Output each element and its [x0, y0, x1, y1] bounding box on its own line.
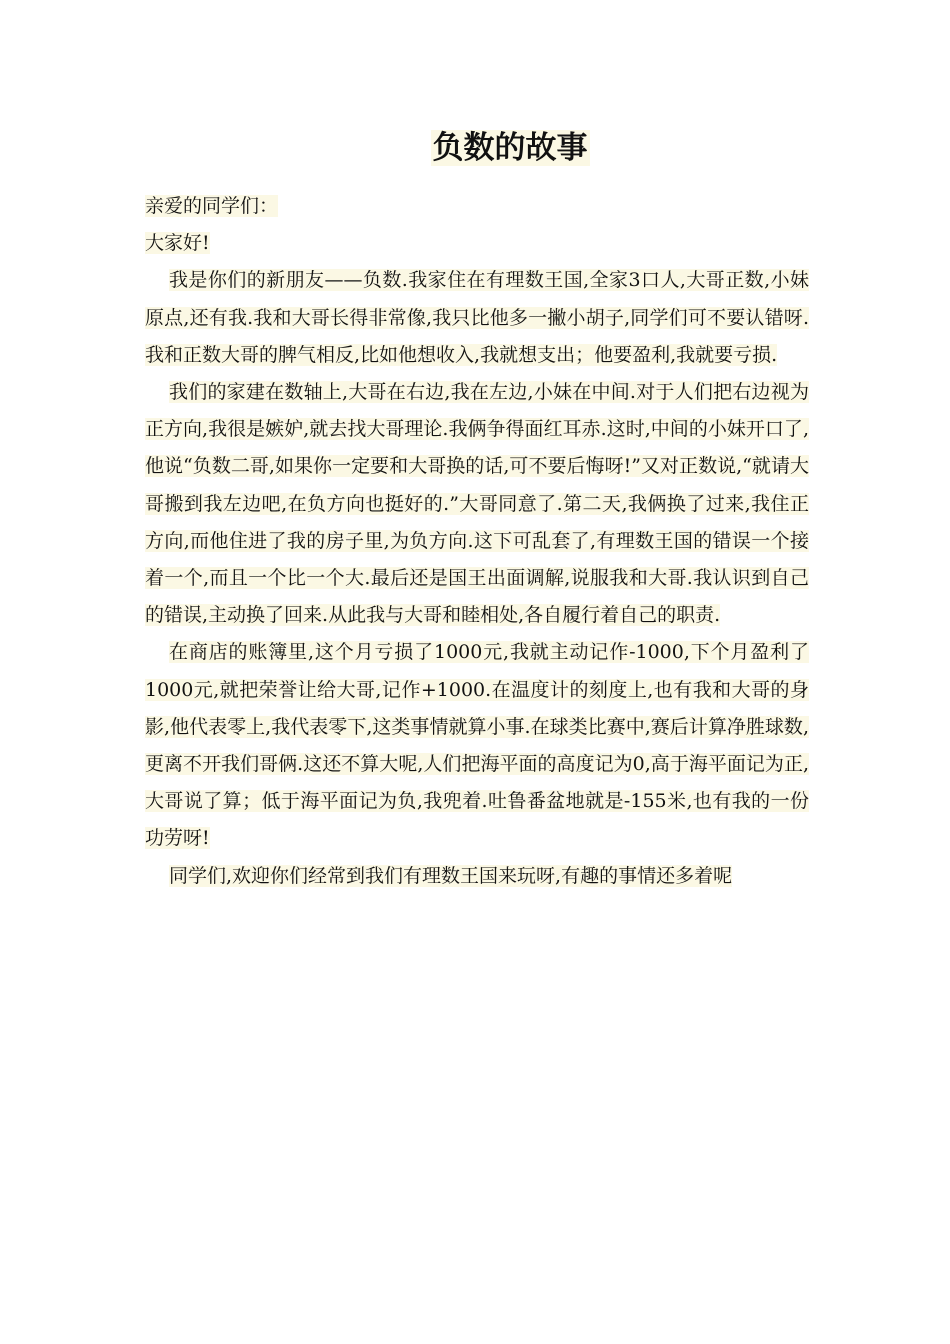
paragraph-2	[145, 374, 809, 634]
paragraph-4	[145, 858, 809, 895]
paragraph-3-text: 在商店的账簿里,这个月亏损了1000元,我就主动记作-1000,下个月盈利了1000元,就把荣誉让给大哥,记作+1000.在温度计的刻度上,也有我和大哥的身影,他代表零上,我代表零下,这类事情就算小事.在球类比赛中,赛后计算净胜球数,更离不开我们哥俩.这还不算大呢,人们把海平面的高度记为0,高于海平面记为正,大哥说了算；低于海平面记为负,我兜着.吐鲁番盆地就是-155米,也有我的一份功劳呀!	[145, 641, 809, 850]
document-body	[145, 188, 809, 895]
paragraph-1	[145, 262, 809, 374]
greeting-text: 大家好!	[145, 232, 210, 255]
greeting-line	[145, 225, 809, 262]
paragraph-1-text: 我是你们的新朋友——负数.我家住在有理数王国,全家3口人,大哥正数,小妹原点,还有我.我和大哥长得非常像,我只比他多一撇小胡子,同学们可不要认错呀.我和正数大哥的脾气相反,比如他想收入,我就想支出；他要盈利,我就要亏损.	[145, 269, 809, 366]
paragraph-2-text: 我们的家建在数轴上,大哥在右边,我在左边,小妹在中间.对于人们把右边视为正方向,我很是嫉妒,就去找大哥理论.我俩争得面红耳赤.这时,中间的小妹开口了,他说“负数二哥,如果你一定要和大哥换的话,可不要后悔呀!”又对正数说,“就请大哥搬到我左边吧,在负方向也挺好的.”大哥同意了.第二天,我俩换了过来,我住正方向,而他住进了我的房子里,为负方向.这下可乱套了,有理数王国的错误一个接着一个,而且一个比一个大.最后还是国王出面调解,说服我和大哥.我认识到自己的错误,主动换了回来.从此我与大哥和睦相处,各自履行着自己的职责.	[145, 381, 809, 627]
salutation-text: 亲爱的同学们：	[145, 195, 279, 217]
document-title-text: 负数的故事	[432, 130, 588, 166]
document-title	[0, 126, 950, 170]
paragraph-3	[145, 634, 809, 857]
salutation-line	[145, 188, 809, 225]
paragraph-4-text: 同学们,欢迎你们经常到我们有理数王国来玩呀,有趣的事情还多着呢	[169, 864, 733, 887]
